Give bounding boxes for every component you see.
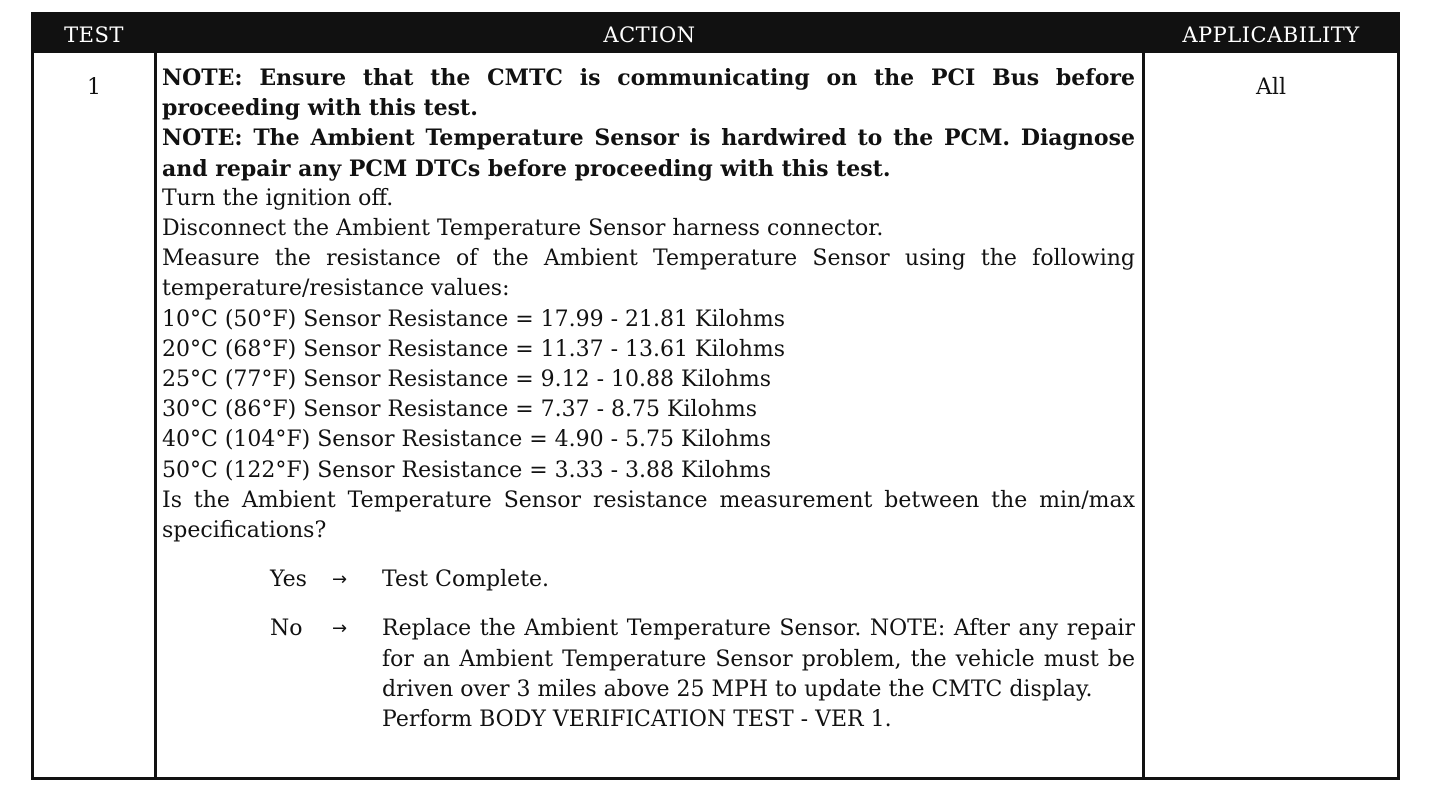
- step-measure-resistance: Measure the resistance of the Ambient Temperature Sensor using the following temperature/resistance values:: [162, 246, 1135, 302]
- arrow-right-icon: →: [332, 618, 348, 640]
- header-action: ACTION: [603, 23, 696, 47]
- outcome-yes-label: Yes: [270, 567, 307, 593]
- question-text: Is the Ambient Temperature Sensor resistance measurement between the min/max specifications?: [162, 487, 1135, 544]
- note-pci-bus: NOTE: Ensure that the CMTC is communicating on the PCI Bus before proceeding with this test.: [162, 65, 1135, 122]
- applicability-value: All: [1256, 75, 1286, 100]
- outcome-no-text: Replace the Ambient Temperature Sensor. NOTE: After any repair for an Ambient Temperature Sensor problem, the vehicle must be driven over 3 miles above 25 MPH to update the CMTC display.: [382, 616, 1135, 702]
- resistance-value-10c: 10°C (50°F) Sensor Resistance = 17.99 - 21.81 Kilohms: [162, 306, 786, 332]
- resistance-value-40c: 40°C (104°F) Sensor Resistance = 4.90 - 5.75 Kilohms: [162, 427, 772, 453]
- header-applicability: APPLICABILITY: [1182, 23, 1360, 47]
- resistance-value-50c: 50°C (122°F) Sensor Resistance = 3.33 - 3.88 Kilohms: [162, 457, 772, 483]
- note-pcm-hardwired: NOTE: The Ambient Temperature Sensor is hardwired to the PCM. Diagnose and repair any PCM DTCs before proceeding with this test.: [162, 125, 1135, 182]
- test-number: 1: [87, 75, 101, 100]
- arrow-right-icon: →: [332, 569, 348, 591]
- outcome-yes: [270, 565, 1135, 595]
- diagnostic-test-table: [31, 12, 1400, 780]
- outcome-yes-text: Test Complete.: [382, 567, 550, 593]
- action-cell: [162, 63, 1135, 735]
- outcome-no-followup: Perform BODY VERIFICATION TEST - VER 1.: [382, 707, 892, 733]
- outcome-no-label: No: [270, 616, 303, 642]
- outcome-no: [270, 614, 1135, 735]
- column-divider-test-action: [154, 15, 157, 777]
- step-disconnect-connector: Disconnect the Ambient Temperature Sensor harness connector.: [162, 216, 884, 242]
- table-header-row: [34, 15, 1397, 53]
- step-ignition-off: Turn the ignition off.: [162, 185, 394, 211]
- column-divider-action-applicability: [1142, 15, 1145, 777]
- header-test: TEST: [64, 23, 124, 47]
- resistance-value-25c: 25°C (77°F) Sensor Resistance = 9.12 - 10.88 Kilohms: [162, 367, 772, 393]
- resistance-value-20c: 20°C (68°F) Sensor Resistance = 11.37 - 13.61 Kilohms: [162, 336, 786, 362]
- resistance-value-30c: 30°C (86°F) Sensor Resistance = 7.37 - 8.75 Kilohms: [162, 397, 758, 423]
